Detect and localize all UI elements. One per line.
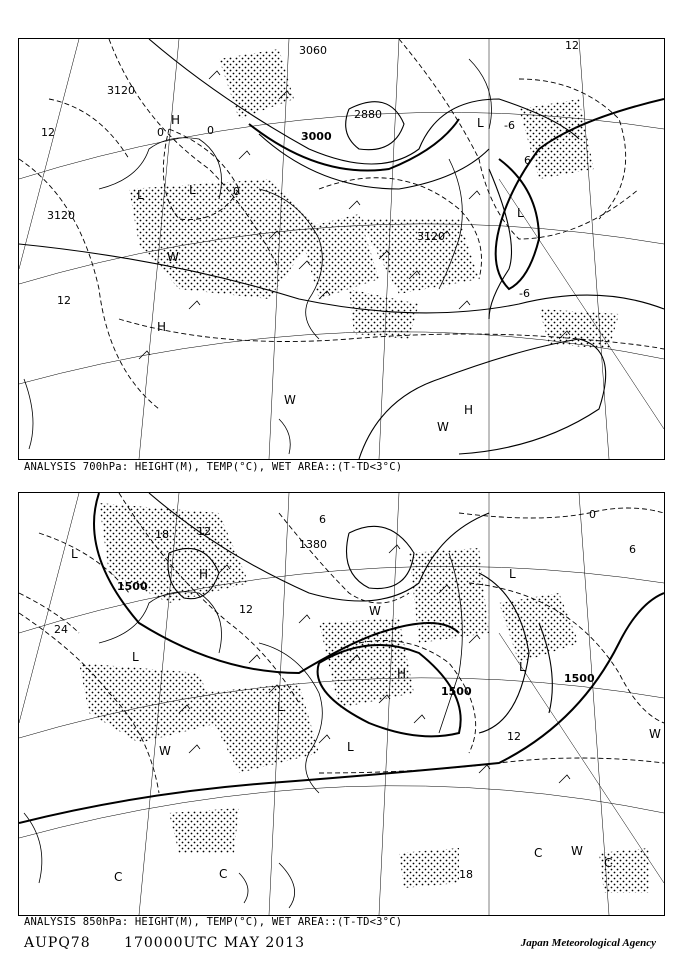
height-label: 2880 (354, 108, 382, 121)
height-label: 1500 (441, 685, 472, 698)
temp-label: 0 (157, 126, 164, 139)
height-label: 1500 (117, 580, 148, 593)
map-700hpa (19, 39, 664, 459)
temp-label: 18 (459, 868, 473, 881)
center-label: L (277, 700, 284, 714)
temp-label: 24 (54, 623, 68, 636)
temp-label: 12 (41, 126, 55, 139)
center-label: C (219, 867, 228, 881)
center-label: L (132, 650, 139, 664)
center-label: H (397, 667, 407, 681)
temp-label: -6 (504, 119, 515, 132)
temp-label: 12 (57, 294, 71, 307)
center-label: H (464, 403, 474, 417)
center-label: L (137, 188, 144, 202)
height-label: 3120 (47, 209, 75, 222)
center-label: H (157, 320, 167, 334)
temp-label: 12 (239, 603, 253, 616)
analysis-datetime: 170000UTC MAY 2013 (124, 935, 306, 951)
center-label: W (284, 393, 296, 407)
temp-label: 6 (524, 154, 531, 167)
center-label: L (189, 183, 196, 197)
center-label: L (71, 547, 78, 561)
wet-area (129, 49, 619, 349)
chart-code: AUPQ78 (24, 935, 91, 951)
center-label: C (604, 856, 613, 870)
caption-700hpa: ANALYSIS 700hPa: HEIGHT(M), TEMP(°C), WET AREA::(T-TD<3°C) (24, 461, 403, 473)
center-label: L (517, 206, 524, 220)
center-label: C (534, 846, 543, 860)
temp-label: -6 (519, 287, 530, 300)
center-label: L (509, 567, 516, 581)
center-label: H (199, 567, 209, 581)
center-label: C (114, 870, 123, 884)
center-label: W (571, 844, 583, 858)
map-panel-700hpa (18, 38, 665, 460)
agency-name: Japan Meteorological Agency (520, 937, 656, 949)
caption-850hpa: ANALYSIS 850hPa: HEIGHT(M), TEMP(°C), WET AREA::(T-TD<3°C) (24, 916, 403, 928)
height-label: 3120 (417, 230, 445, 243)
height-label: 3000 (301, 130, 332, 143)
center-label: L (519, 660, 526, 674)
center-label: W (649, 727, 661, 741)
height-label: 3120 (107, 84, 135, 97)
center-label: H (171, 113, 181, 127)
center-label: W (369, 604, 381, 618)
map-850hpa (19, 493, 664, 915)
temp-label: 12 (507, 730, 521, 743)
temp-label: 6 (629, 543, 636, 556)
center-label: W (159, 744, 171, 758)
height-label: 1500 (564, 672, 595, 685)
center-label: L (347, 740, 354, 754)
temp-label: 12 (197, 525, 211, 538)
wet-area (79, 503, 649, 893)
temp-label: 0 (233, 185, 240, 198)
height-label: 1380 (299, 538, 327, 551)
height-label: 3060 (299, 44, 327, 57)
temp-label: 6 (319, 513, 326, 526)
center-label: L (477, 116, 484, 130)
center-label: W (437, 420, 449, 434)
center-label: W (167, 250, 179, 264)
chart-identifier (24, 935, 333, 951)
temp-label: 18 (155, 528, 169, 541)
temp-label: 0 (207, 124, 214, 137)
temp-label: 12 (565, 39, 579, 52)
map-panel-850hpa (18, 492, 665, 916)
temp-label: 0 (589, 508, 596, 521)
